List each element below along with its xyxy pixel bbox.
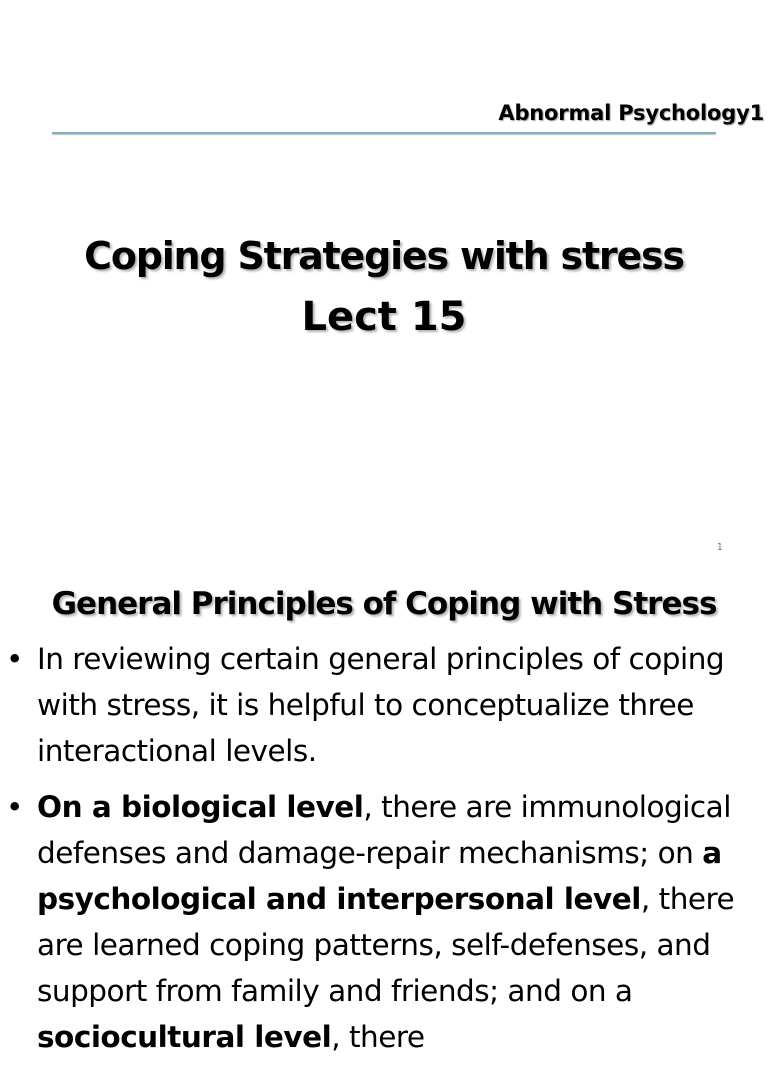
slide-title: Coping Strategies with stress	[84, 234, 684, 278]
header-divider	[52, 132, 716, 134]
lecture-number: Lect 15	[301, 294, 467, 340]
bullet-emphasis: On a biological level	[37, 790, 364, 824]
bullet-list	[0, 636, 768, 1070]
bullet-text: , there	[331, 1020, 425, 1054]
bullet-icon: •	[6, 790, 23, 824]
slide-number: 1	[716, 542, 723, 553]
bullet-text: , there are learned coping patterns, self-defenses, and support from family and friends; and on a	[37, 882, 735, 1008]
course-title: Abnormal Psychology1	[498, 101, 764, 125]
bullet-icon: •	[6, 642, 23, 676]
content-slide	[0, 572, 768, 1054]
bullet-text: In reviewing certain general principles of coping with stress, it is helpful to conceptualize three interactional levels.	[37, 642, 725, 768]
bullet-emphasis: sociocultural level	[37, 1020, 332, 1054]
slide-heading: General Principles of Coping with Stress	[51, 586, 717, 622]
bullet-emphasis: a psychological and interpersonal level	[37, 836, 722, 916]
bullet-item	[0, 784, 768, 1060]
bullet-text: , there are immunological defenses and damage-repair mechanisms; on	[37, 790, 731, 870]
bullet-item	[0, 636, 768, 774]
